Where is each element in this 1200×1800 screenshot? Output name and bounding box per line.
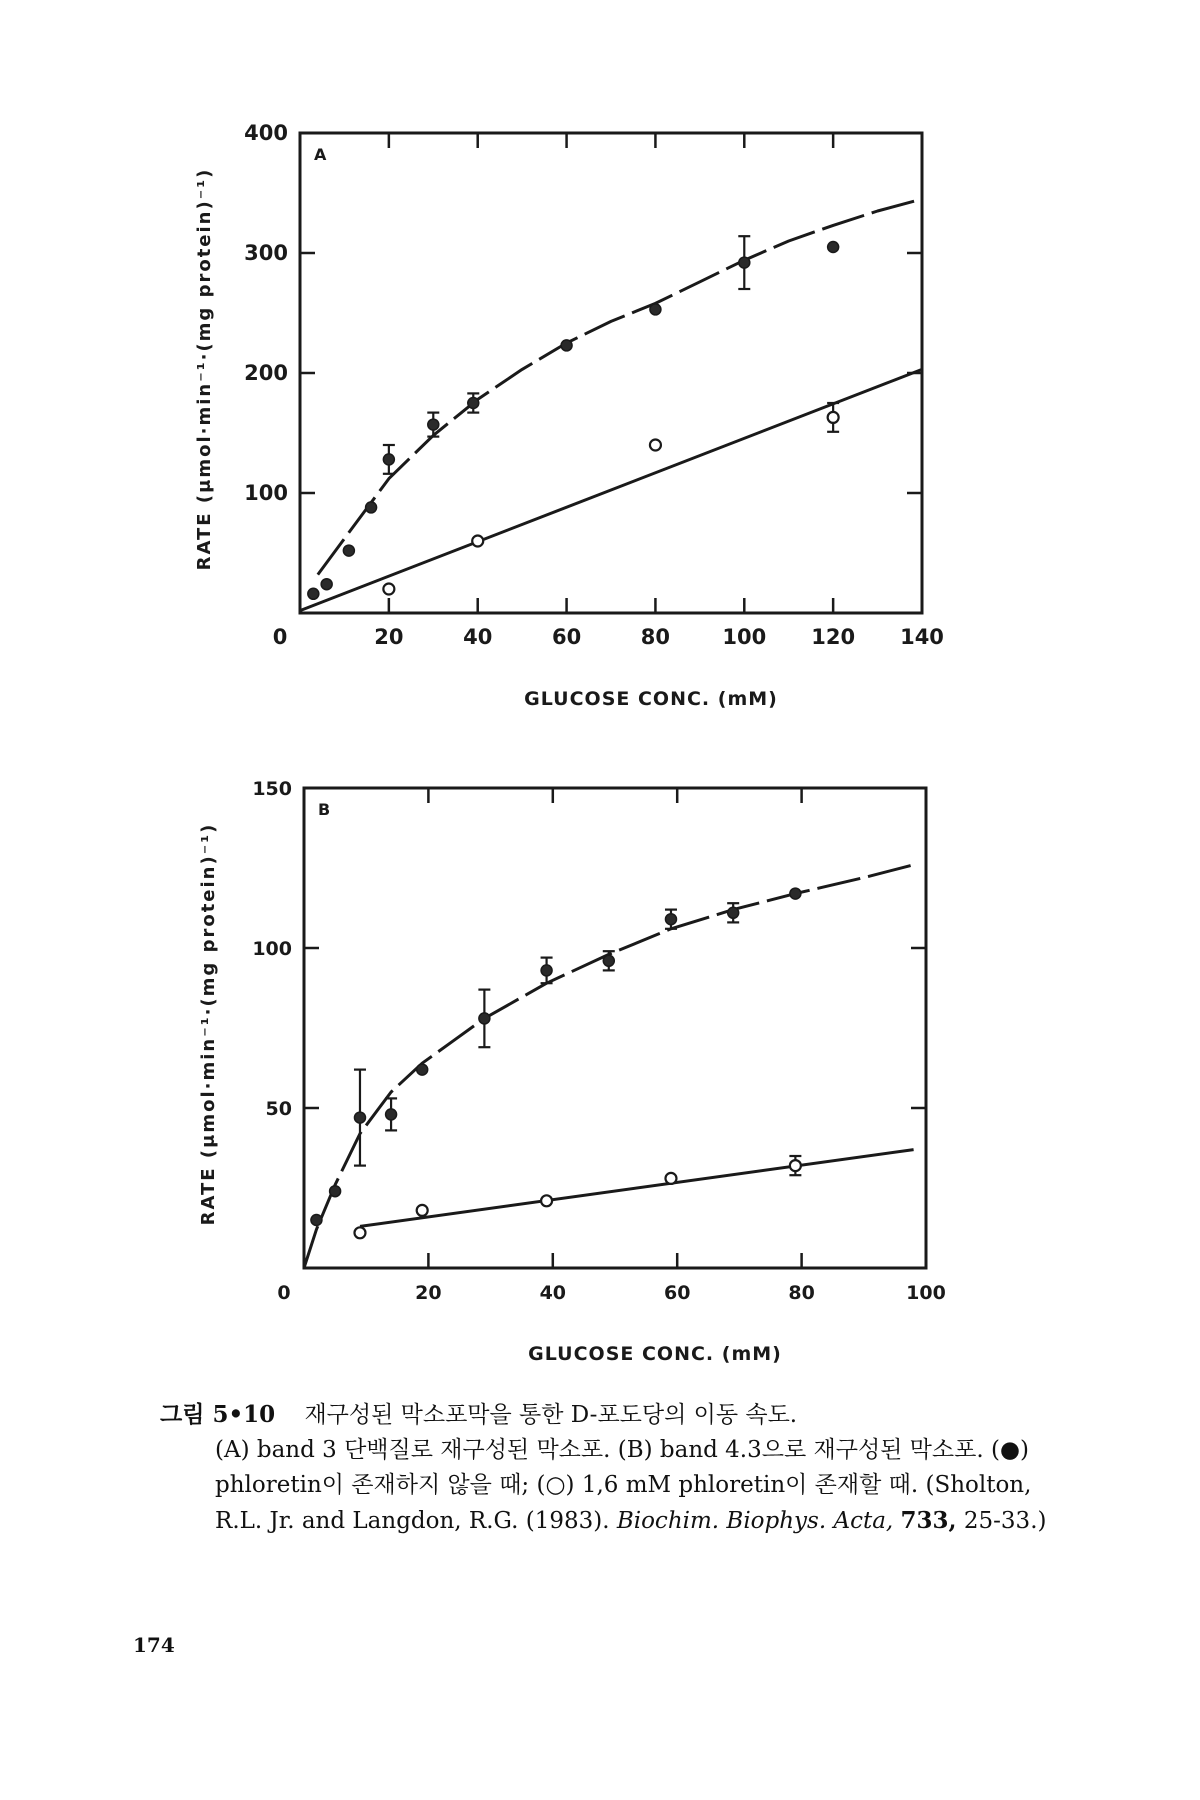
chart-b-point-filled <box>665 914 676 925</box>
chart-b-xtick-label: 40 <box>539 1282 567 1304</box>
chart-b-x-axis-label: GLUCOSE CONC. (mM) <box>528 1343 782 1365</box>
chart-b-point-filled <box>541 965 552 976</box>
caption-pages: 25-33.) <box>963 1508 1047 1534</box>
chart-panel-a <box>0 100 1200 720</box>
chart-b-fit-line-open <box>360 1150 914 1227</box>
chart-b-point-open <box>665 1173 676 1184</box>
chart-a-point-open <box>828 412 839 423</box>
chart-a-x-axis-label: GLUCOSE CONC. (mM) <box>524 688 778 710</box>
chart-b-ytick-label: 100 <box>252 938 292 960</box>
caption-journal: Biochim. Biophys. Acta, <box>616 1508 894 1534</box>
chart-b-xtick-label: 80 <box>788 1282 815 1304</box>
chart-a-xtick-label: 120 <box>811 625 856 649</box>
chart-b-point-filled <box>417 1064 428 1075</box>
chart-b-fit-line-filled <box>304 865 914 1268</box>
chart-b-xtick-label: 100 <box>906 1282 946 1304</box>
chart-a-xtick-label: 40 <box>463 625 493 649</box>
chart-a-y-axis-label: RATE (μmol·min⁻¹·(mg protein)⁻¹) <box>194 167 215 571</box>
chart-b-point-filled <box>354 1112 365 1123</box>
chart-a-fit-line-open <box>300 369 922 610</box>
chart-b-point-filled <box>311 1215 322 1226</box>
chart-a-point-open <box>383 584 394 595</box>
chart-a-point-filled <box>428 419 439 430</box>
chart-b-ytick-label: 50 <box>265 1098 292 1120</box>
chart-a-point-filled <box>383 454 394 465</box>
chart-b-point-filled <box>790 888 801 899</box>
chart-a-point-open <box>472 536 483 547</box>
chart-a-plot-frame <box>300 133 922 613</box>
chart-a-svg <box>0 100 1200 720</box>
chart-b-xtick-label: 20 <box>415 1282 442 1304</box>
chart-a-fit-line-filled <box>318 199 922 575</box>
chart-b-y-axis-label: RATE (μmol·min⁻¹·(mg protein)⁻¹) <box>198 822 219 1226</box>
chart-a-point-filled <box>343 545 354 556</box>
chart-a-ytick-label: 100 <box>244 481 288 505</box>
chart-b-point-filled <box>386 1109 397 1120</box>
chart-b-point-open <box>417 1205 428 1216</box>
chart-a-point-filled <box>828 242 839 253</box>
chart-a-point-open <box>650 440 661 451</box>
chart-a-ytick-label: 200 <box>244 361 288 385</box>
chart-a-point-filled <box>321 579 332 590</box>
figure-title: 재구성된 막소포막을 통한 D-포도당의 이동 속도. <box>304 1402 798 1428</box>
chart-a-xtick-label: 80 <box>640 625 671 649</box>
chart-a-point-filled <box>468 398 479 409</box>
chart-b-point-open <box>790 1160 801 1171</box>
chart-a-xtick-label: 20 <box>374 625 404 649</box>
chart-a-ytick-label: 300 <box>244 241 288 265</box>
chart-a-xtick-label: 60 <box>551 625 582 649</box>
chart-a-xtick-label: 100 <box>722 625 767 649</box>
chart-b-point-filled <box>728 907 739 918</box>
chart-b-point-open <box>354 1227 365 1238</box>
chart-a-point-filled <box>366 502 377 513</box>
chart-b-ytick-label: 150 <box>252 778 292 800</box>
chart-b-point-filled <box>479 1013 490 1024</box>
caption-volume: 733, <box>900 1507 957 1534</box>
chart-a-point-filled <box>650 304 661 315</box>
chart-b-panel-label: B <box>318 800 331 819</box>
chart-b-point-filled <box>330 1186 341 1197</box>
chart-panel-b <box>0 770 1200 1390</box>
caption-body: (A) band 3 단백질로 재구성된 막소포. (B) band 4.3으로 재구성된 막소포. (●) phloretin이 존재하지 않을 때; (○) 1,6 mM phloretin이 존재할 때. (Sholton, R.L. Jr. and Langdon, R.G. (1983). <box>215 1437 1032 1534</box>
chart-a-ytick-label: 400 <box>244 121 288 145</box>
chart-b-point-filled <box>603 955 614 966</box>
chart-b-point-open <box>541 1195 552 1206</box>
chart-a-xtick-label: 0 <box>272 625 288 649</box>
chart-b-xtick-label: 60 <box>663 1282 691 1304</box>
page-number: 174 <box>133 1633 175 1657</box>
figure-caption <box>160 1397 1060 1539</box>
chart-a-point-filled <box>561 340 572 351</box>
chart-a-point-filled <box>308 588 319 599</box>
chart-b-xtick-label: 0 <box>277 1282 291 1304</box>
chart-b-plot-frame <box>304 788 926 1268</box>
chart-a-xtick-label: 140 <box>900 625 944 649</box>
chart-a-point-filled <box>739 257 750 268</box>
chart-a-panel-label: A <box>314 145 327 164</box>
figure-label: 그림 5•10 <box>160 1401 276 1428</box>
chart-b-svg <box>0 770 1200 1390</box>
